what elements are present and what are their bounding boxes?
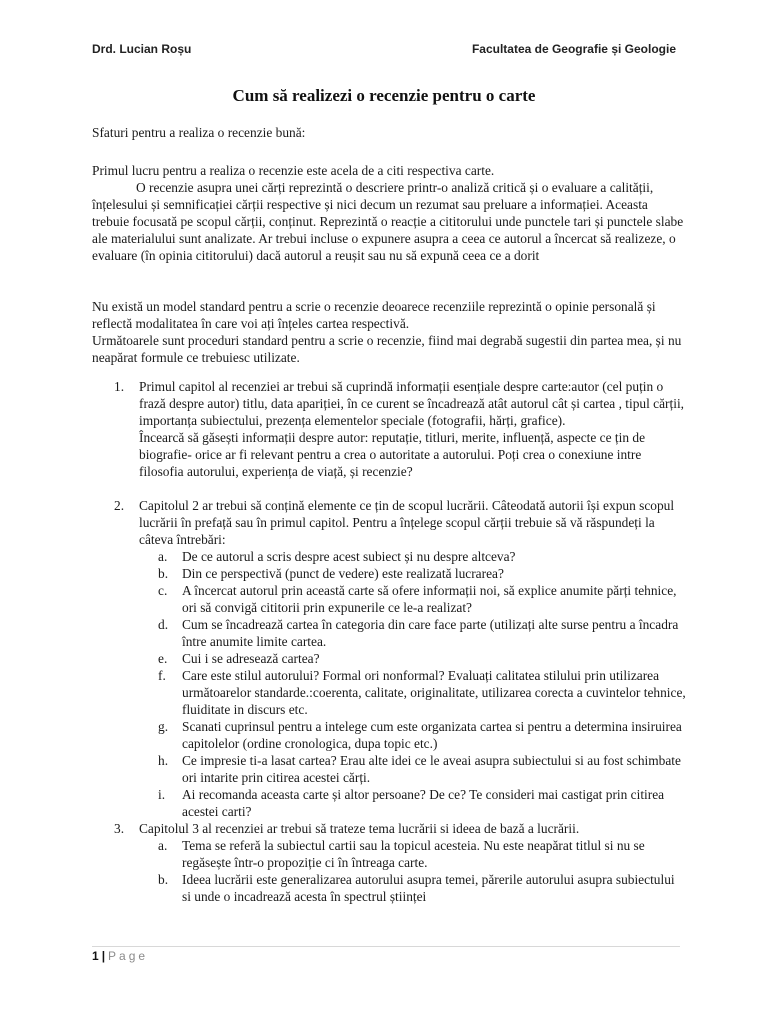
list-item-text: Primul capitol al recenziei ar trebui să cuprindă informații esențiale despre carte:autor (cel puțin o frază despre autor) titlu, data apariției, în ce curent se încadrează atât autorul cât și cartea , tipul cărții, importanța subiectului, prezența elementelor speciale (fotografii, hărți, grafice). bbox=[139, 379, 685, 428]
sub-item-letter: f. bbox=[158, 668, 166, 683]
sub-item-text: Ai recomanda aceasta carte și altor persoane? De ce? Te consideri mai castigat prin citirea acestei carti? bbox=[182, 787, 665, 819]
sub-item-letter: c. bbox=[158, 583, 168, 598]
sub-item-text: A încercat autorul prin această carte să ofere informații noi, să explice anumite părți tehnice, ori să convigă cititorii prin expunerile ce le-a realizat? bbox=[182, 583, 677, 615]
sub-item-letter: b. bbox=[158, 566, 169, 581]
sub-item-letter: d. bbox=[158, 617, 169, 632]
document-title: Cum să realizezi o recenzie pentru o carte bbox=[232, 86, 536, 105]
sub-item-g bbox=[139, 718, 686, 752]
sub-item-text: Scanati cuprinsul pentru a intelege cum este organizata cartea si pentru a determina insiruirea capitolelor (ordine cronologica, dupa topic etc.) bbox=[182, 719, 682, 751]
sub-item-text: Tema se referă la subiectul cartii sau la topicul acesteia. Nu este neapărat titlul si nu se regăsește într-o propoziție ci în întreaga carte. bbox=[182, 838, 645, 870]
header-faculty: Facultatea de Geografie și Geologie bbox=[471, 42, 676, 56]
numbered-list bbox=[92, 378, 686, 905]
sub-item-a bbox=[139, 837, 686, 871]
intro-section bbox=[92, 162, 686, 264]
intro-paragraph-2: O recenzie asupra unei cărți reprezintă o descriere printr-o analiză critică și o evaluare a calității, înțelesului și semnificației cărții respective și nici decum un rezumat sau preluare a informației. Aceasta trebuie focusată pe scopul cărții, conținut. Reprezintă o reacție a cititorului unde punctele tari și punctele slabe ale materialului sunt analizate. Ar trebui incluse o expunere asupra a ceea ce autorul a încercat să realizeze, o evaluare (în opinia cititorului) dacă autorul a reușit sau nu să expună ceea ce a dorit bbox=[92, 180, 684, 263]
sub-item-c bbox=[139, 582, 686, 616]
footer-divider bbox=[92, 946, 680, 947]
sub-item-b bbox=[139, 871, 686, 905]
list-item-text-continued: Încearcă să găsești informații despre autor: reputație, titluri, merite, influență, aspecte ce țin de biografie- orice ar fi relevant pentru a crea o autoritate a autorului. Poți crea o conexiune intre filosofia autorului, experiența de viață, și recenzie? bbox=[139, 430, 646, 479]
sub-item-letter: i. bbox=[158, 787, 166, 802]
sub-item-letter: a. bbox=[158, 549, 168, 564]
list-item-number: 3. bbox=[114, 821, 125, 836]
sub-item-text: De ce autorul a scris despre acest subiect și nu despre altceva? bbox=[182, 549, 516, 564]
sub-item-letter: h. bbox=[158, 753, 169, 768]
sub-item-e bbox=[139, 650, 686, 667]
sub-item-text: Din ce perspectivă (punct de vedere) este realizată lucrarea? bbox=[182, 566, 504, 581]
list-item-number: 2. bbox=[114, 498, 125, 513]
page-footer bbox=[92, 949, 148, 963]
sub-item-a bbox=[139, 548, 686, 565]
list-item-text: Capitolul 3 al recenziei ar trebui să trateze tema lucrării si ideea de bază a lucrării. bbox=[139, 821, 580, 836]
sub-item-text: Ce impresie ti-a lasat cartea? Erau alte idei ce le aveai asupra subiectului si au fost schimbate ori intarite prin citirea acestei cărți. bbox=[182, 753, 681, 785]
intro-subtitle-block bbox=[92, 124, 686, 141]
footer-separator: | bbox=[101, 949, 106, 963]
sub-item-d bbox=[139, 616, 686, 650]
sub-item-letter: g. bbox=[158, 719, 169, 734]
sub-item-i bbox=[139, 786, 686, 820]
page-number: 1 bbox=[92, 949, 99, 963]
header-author: Drd. Lucian Roșu bbox=[92, 42, 192, 56]
sub-item-letter: e. bbox=[158, 651, 168, 666]
sub-item-h bbox=[139, 752, 686, 786]
intro-paragraph-3: Nu există un model standard pentru a scrie o recenzie deoarece recenziile reprezintă o opinie personală și reflectă modalitatea în care voi ați înțeles cartea respectivă. bbox=[92, 299, 656, 331]
page-header bbox=[92, 42, 676, 56]
sub-item-text: Cum se încadrează cartea în categoria din care face parte (utilizați alte surse pentru a încadra între anumite limite cartea. bbox=[182, 617, 679, 649]
sub-item-text: Care este stilul autorului? Formal ori nonformal? Evaluați calitatea stilului prin utilizarea următoarelor standarde.:coerenta, calitate, originalitate, utilizarea corecta a cuvintelor tehnice, fluiditate in discurs etc. bbox=[182, 668, 686, 717]
sub-item-b bbox=[139, 565, 686, 582]
sub-item-text: Ideea lucrării este generalizarea autorului asupra temei, părerile autorului asupra subiectului si unde o incadrează acesta în spectrul științei bbox=[182, 872, 675, 904]
list-item-1 bbox=[92, 378, 686, 480]
sub-item-f bbox=[139, 667, 686, 718]
list-item-3 bbox=[92, 820, 686, 905]
intro-subtitle: Sfaturi pentru a realiza o recenzie bună: bbox=[92, 125, 306, 140]
intro-paragraph-4: Următoarele sunt proceduri standard pentru a scrie o recenzie, fiind mai degrabă sugestii din partea mea, și nu neapărat formule ce trebuiesc utilizate. bbox=[92, 333, 682, 365]
sub-item-text: Cui i se adresează cartea? bbox=[182, 651, 320, 666]
sub-item-letter: b. bbox=[158, 872, 169, 887]
sub-item-letter: a. bbox=[158, 838, 168, 853]
list-item-text: Capitolul 2 ar trebui să conțină elemente ce țin de scopul lucrării. Câteodată autorii își expun scopul lucrării în prefață sau în primul capitol. Pentru a înțelege scopul cărții trebuie să vă răspundeți la câteva întrebări: bbox=[139, 498, 675, 547]
page-label: Page bbox=[108, 949, 149, 963]
list-item-2 bbox=[92, 497, 686, 820]
list-item-number: 1. bbox=[114, 379, 125, 394]
intro-paragraph-1: Primul lucru pentru a realiza o recenzie este acela de a citi respectiva carte. bbox=[92, 163, 495, 178]
intro-section-2 bbox=[92, 298, 686, 366]
